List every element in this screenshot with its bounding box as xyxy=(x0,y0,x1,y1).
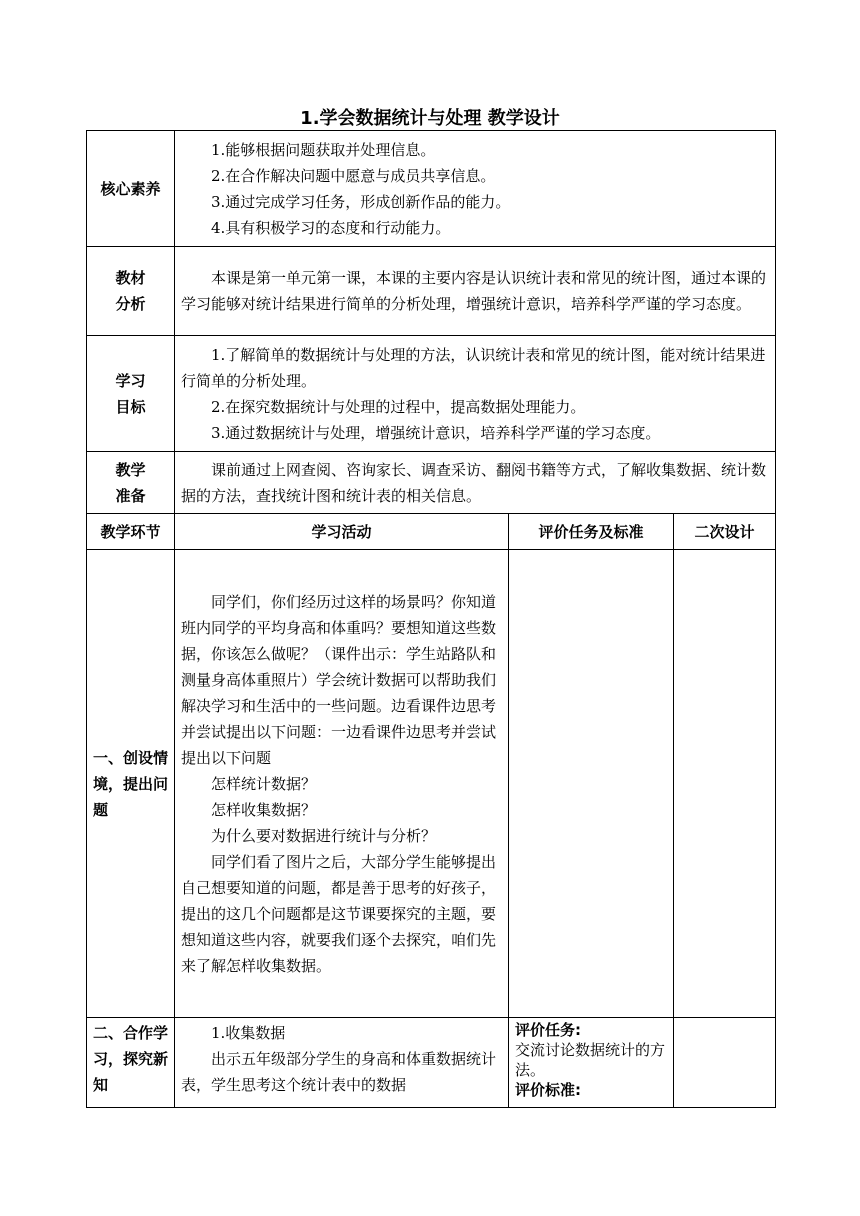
lesson-plan-table xyxy=(86,130,776,1108)
prep-content xyxy=(175,452,776,514)
row-core-competency xyxy=(87,131,776,247)
activity-paragraph: 出示五年级部分学生的身高和体重数据统计表，学生思考这个统计表中的数据 xyxy=(181,1050,497,1094)
goals-label-line: 学习 xyxy=(115,371,146,390)
prep-label xyxy=(87,452,175,514)
document-title: 1.学会数据统计与处理 教学设计 xyxy=(300,108,560,129)
row-stage-1 xyxy=(87,550,776,1018)
stage-1-redesign xyxy=(674,550,776,1018)
core-label: 核心素养 xyxy=(87,131,175,247)
activity-paragraph: 同学们，你们经历过这样的场景吗？你知道班内同学的平均身高和体重吗？要想知道这些数据，你该怎么做呢？（课件出示：学生站路队和测量身高体重照片）学会统计数据可以帮助我们解决学习和生活中的一些问题。边看课件边思考并尝试提出以下问题：一边看课件边思考并尝试提出以下问题 xyxy=(181,592,497,767)
row-stage-2 xyxy=(87,1018,776,1108)
stage-1-activity xyxy=(175,550,509,1018)
stage-2-activity xyxy=(175,1018,509,1108)
activity-paragraph: 1.收集数据 xyxy=(211,1024,286,1042)
col-header-evaluation: 评价任务及标准 xyxy=(509,514,674,550)
stage-2-name: 二、合作学习，探究新知 xyxy=(87,1018,175,1108)
core-line: 4.具有积极学习的态度和行动能力。 xyxy=(211,218,451,237)
activity-paragraph: 为什么要对数据进行统计与分析？ xyxy=(211,826,437,845)
stage-1-name: 一、创设情境，提出问题 xyxy=(87,550,175,1018)
activity-paragraph: 怎样统计数据？ xyxy=(211,774,317,793)
material-label-line: 教材 xyxy=(115,269,146,287)
stage-2-evaluation xyxy=(509,1018,674,1108)
eval-standard-label: 评价标准: xyxy=(515,1081,581,1099)
stage-2-redesign xyxy=(674,1018,776,1108)
prep-label-line: 准备 xyxy=(115,486,146,505)
goal-line: 2.在探究数据统计与处理的过程中，提高数据处理能力。 xyxy=(211,397,586,416)
activity-paragraph: 同学们看了图片之后，大部分学生能够提出自己想要知道的问题，都是善于思考的好孩子，提出的这几个问题都是这节课要探究的主题，要想知道这些内容，就要我们逐个去探究，咱们先来了解怎样收集数据。 xyxy=(181,852,497,975)
core-line: 2.在合作解决问题中愿意与成员共享信息。 xyxy=(211,166,496,185)
activity-paragraph: 怎样收集数据？ xyxy=(211,800,317,819)
col-header-stage: 教学环节 xyxy=(87,514,175,550)
goals-label-line: 目标 xyxy=(115,397,146,416)
material-content xyxy=(175,247,776,336)
row-teaching-prep xyxy=(87,452,776,514)
material-label-line: 分析 xyxy=(115,295,146,313)
stage-1-evaluation xyxy=(509,550,674,1018)
row-learning-goals xyxy=(87,336,776,452)
goal-line: 1.了解简单的数据统计与处理的方法，认识统计表和常见的统计图，能对统计结果进行简单的分析处理。 xyxy=(181,345,766,390)
core-content xyxy=(175,131,776,247)
row-column-headers xyxy=(87,514,776,550)
row-material-analysis xyxy=(87,247,776,336)
core-line: 3.通过完成学习任务，形成创新作品的能力。 xyxy=(211,192,511,211)
prep-label-line: 教学 xyxy=(115,460,146,479)
eval-task-text: 交流讨论数据统计的方法。 xyxy=(515,1041,666,1079)
core-line: 1.能够根据问题获取并处理信息。 xyxy=(211,140,436,159)
goals-label xyxy=(87,336,175,452)
col-header-activity: 学习活动 xyxy=(175,514,509,550)
goal-line: 3.通过数据统计与处理，增强统计意识，培养科学严谨的学习态度。 xyxy=(211,423,661,442)
material-label xyxy=(87,247,175,336)
prep-text: 课前通过上网查阅、咨询家长、调查采访、翻阅书籍等方式，了解收集数据、统计数据的方法，查找统计图和统计表的相关信息。 xyxy=(181,460,767,505)
eval-task-label: 评价任务: xyxy=(515,1021,581,1039)
goals-content xyxy=(175,336,776,452)
material-text: 本课是第一单元第一课，本课的主要内容是认识统计表和常见的统计图，通过本课的学习能够对统计结果进行简单的分析处理，增强统计意识，培养科学严谨的学习态度。 xyxy=(181,269,767,313)
col-header-redesign: 二次设计 xyxy=(674,514,776,550)
